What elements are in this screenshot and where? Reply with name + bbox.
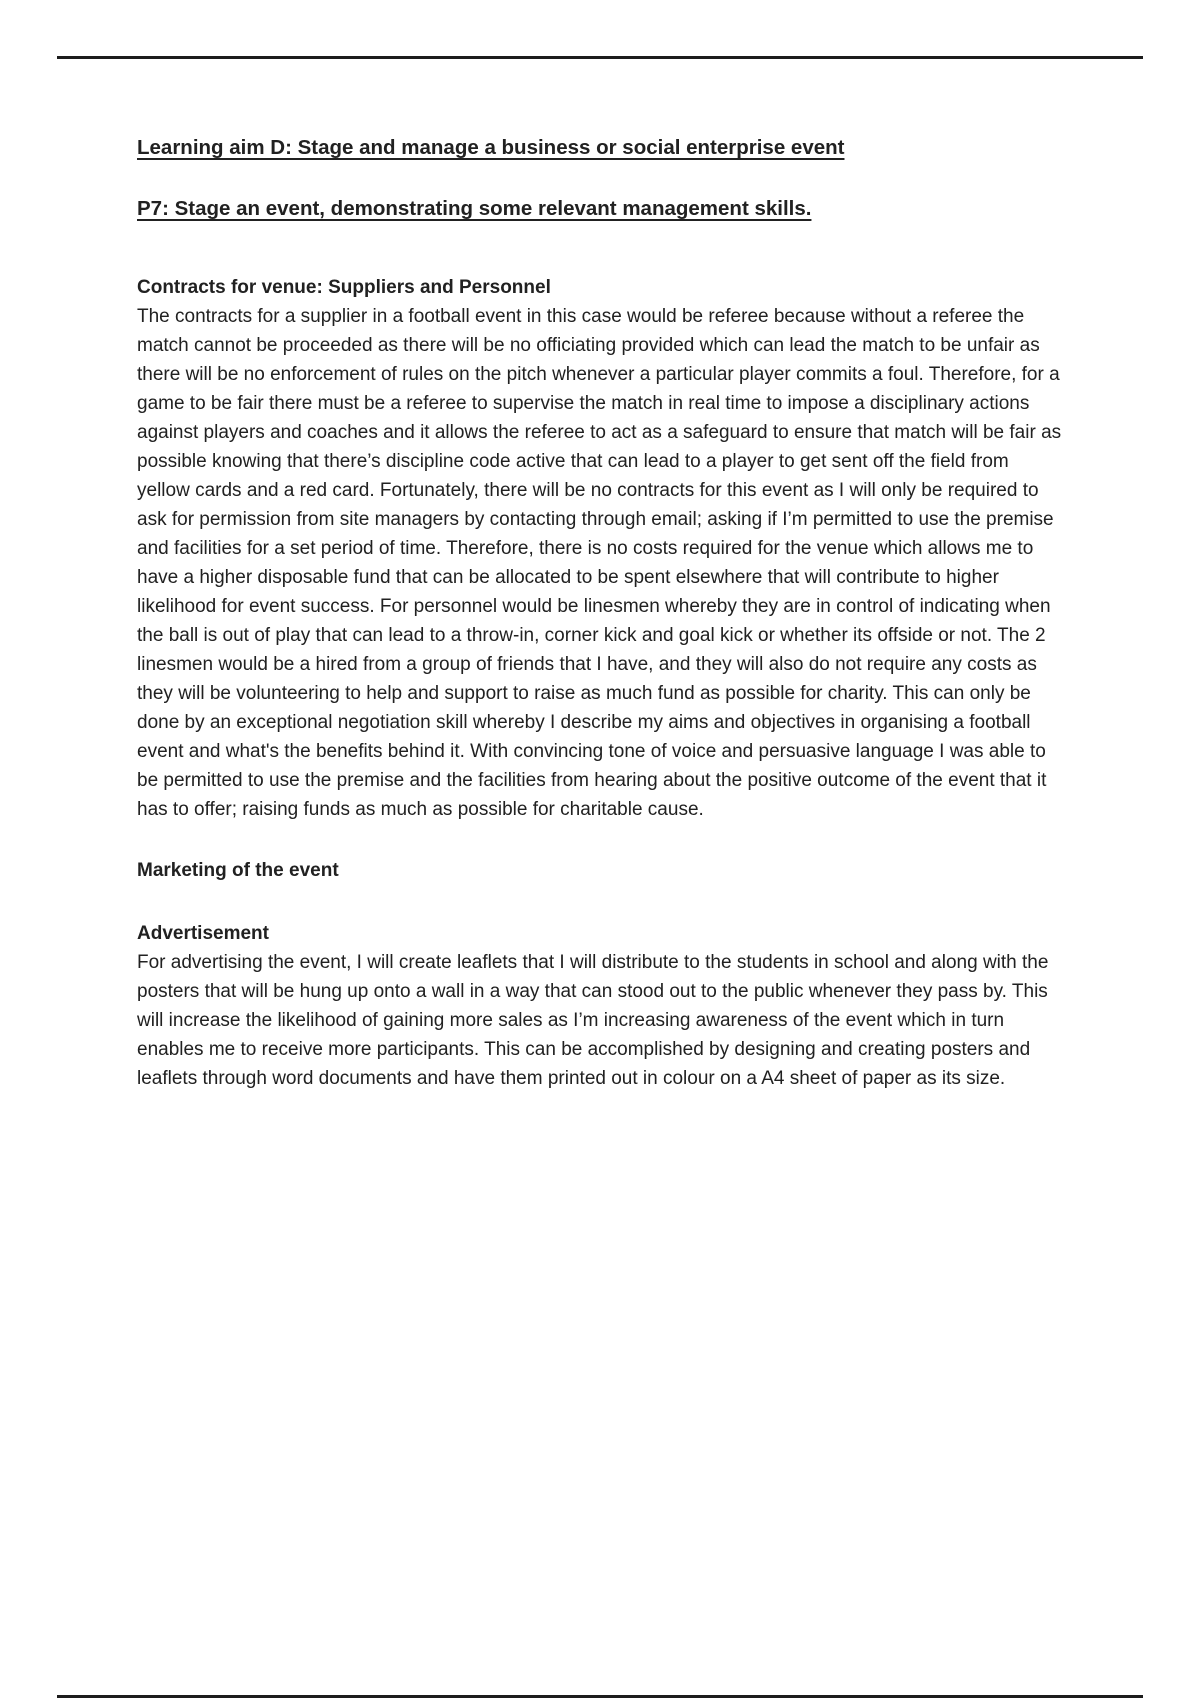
contracts-section-heading: Contracts for venue: Suppliers and Personnel xyxy=(137,277,551,298)
bottom-border-rule xyxy=(57,1695,1143,1698)
top-border-rule xyxy=(57,56,1143,59)
p7-heading: P7: Stage an event, demonstrating some relevant management skills. xyxy=(137,197,812,220)
advertisement-section-heading: Advertisement xyxy=(137,923,269,944)
advertisement-section-paragraph: For advertising the event, I will create leaflets that I will distribute to the students in school and along with the posters that will be hung up onto a wall in a way that can stood out to the public whenever they pass by. This will increase the likelihood of gaining more sales as I’m increasing awareness of the event which in turn enables me to receive more participants. This can be accomplished by designing and creating posters and leaflets through word documents and have them printed out in colour on a A4 sheet of paper as its size. xyxy=(137,952,1049,1089)
learning-aim-heading: Learning aim D: Stage and manage a business or social enterprise event xyxy=(137,136,845,159)
contracts-section-paragraph: The contracts for a supplier in a football event in this case would be referee because without a referee the match cannot be proceeded as there will be no officiating provided which can lead the match to be unfair as there will be no enforcement of rules on the pitch whenever a particular player commits a foul. Therefore, for a game to be fair there must be a referee to supervise the match in real time to impose a disciplinary actions against players and coaches and it allows the referee to act as a safeguard to ensure that match will be fair as possible knowing that there’s discipline code active that can lead to a player to get sent off the field from yellow cards and a red card. Fortunately, there will be no contracts for this event as I will only be required to ask for permission from site managers by contacting through email; asking if I’m permitted to use the premise and facilities for a set period of time. Therefore, there is no costs required for the venue which allows me to have a higher disposable fund that can be allocated to be spent elsewhere that will contribute to higher likelihood for event success. For personnel would be linesmen whereby they are in control of indicating when the ball is out of play that can lead to a throw-in, corner kick and goal kick or whether its offside or not. The 2 linesmen would be a hired from a group of friends that I have, and they will also do not require any costs as they will be volunteering to help and support to raise as much fund as possible for charity. This can only be done by an exceptional negotiation skill whereby I describe my aims and objectives in organising a football event and what's the benefits behind it. With convincing tone of voice and persuasive language I was able to be permitted to use the premise and the facilities from hearing about the positive outcome of the event that it has to offer; raising funds as much as possible for charitable cause. xyxy=(137,306,1062,820)
marketing-section-heading: Marketing of the event xyxy=(137,860,339,881)
document-content xyxy=(137,133,1065,1093)
